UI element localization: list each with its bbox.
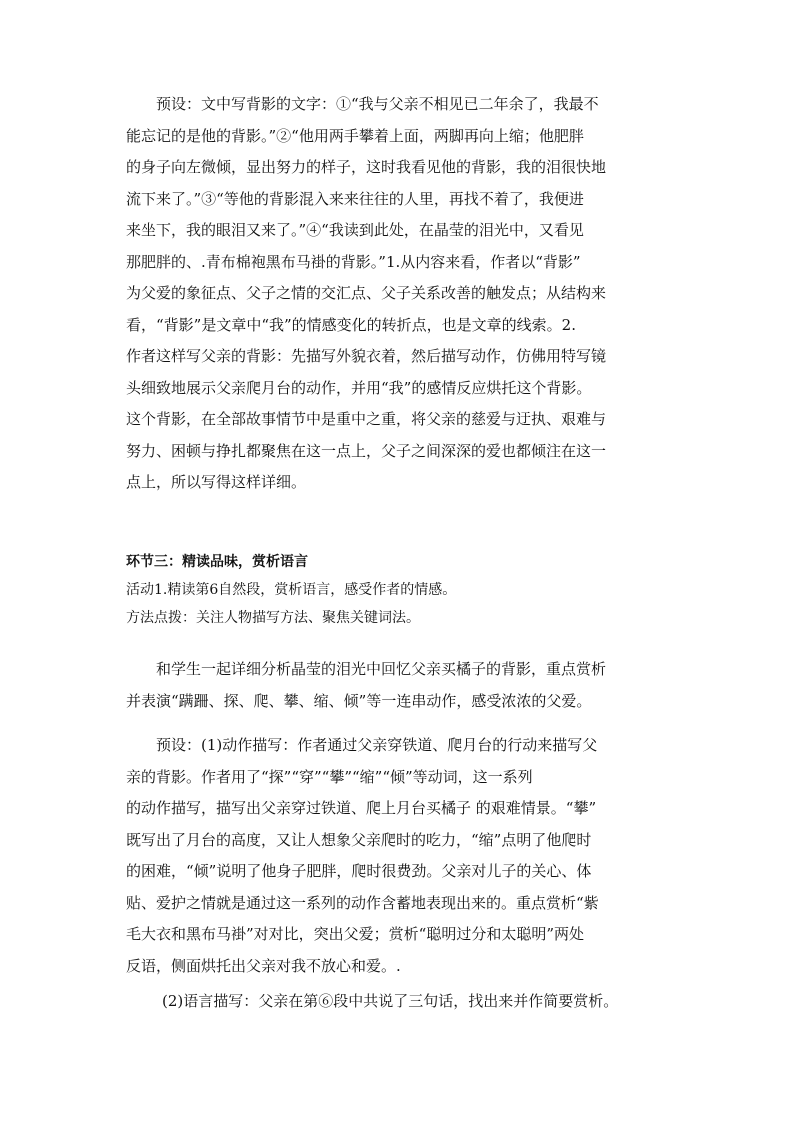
activity-line: 活动1.精读第6自然段，赏析语言，感受作者的情感。 <box>126 582 457 598</box>
text-line: 预设：(1)动作描写：作者通过父亲穿铁道、爬月台的行动来描写父 <box>156 736 598 754</box>
text-line: 头细致地展示父亲爬月台的动作，并用“我”的感情反应烘托这个背影。 <box>126 378 592 397</box>
text-line: 为父爱的象征点、父子之情的交汇点、父子关系改善的触发点；从结构来 <box>126 284 607 302</box>
paragraph-analysis <box>126 654 682 717</box>
text-line: 看，“背影”是文章中“我”的情感变化的转折点，也是文章的线索。2. <box>126 315 576 334</box>
text-line: 预设：文中写背影的文字：①“我与父亲不相见已二年余了，我最不 <box>156 95 599 113</box>
text-line: 来坐下，我的眼泪又来了。”④“我读到此处，在晶莹的泪光中，又看见 <box>126 221 584 239</box>
text-line: 反语，侧面烘托出父亲对我不放心和爱。. <box>126 956 401 975</box>
section-heading: 环节三：精读品味，赏析语言 <box>126 554 308 570</box>
text-line: 和学生一起详细分析晶莹的泪光中回忆父亲买橘子的背影，重点赏析 <box>156 660 607 678</box>
text-line: 作者这样写父亲的背影：先描写外貌衣着，然后描写动作，仿佛用特写镜 <box>126 347 607 365</box>
text-line: 贴、爱护之情就是通过这一系列的动作含蓄地表现出来的。重点赏析“紫 <box>126 893 599 912</box>
method-line: 方法点拨：关注人物描写方法、聚焦关键词法。 <box>126 610 420 626</box>
text-line: (2)语言描写：父亲在第⑥段中共说了三句话，找出来并作简要赏析。 <box>162 992 619 1010</box>
text-line: 的身子向左微倾，显出努力的样子，这时我看见他的背影，我的泪很快地 <box>126 158 607 176</box>
text-line: 的困难，“倾”说明了他身子肥胖，爬时很费劲。父亲对儿子的关心、体 <box>126 862 592 880</box>
paragraph-language-description <box>126 986 682 1018</box>
text-line: 既写出了月台的高度，又让人想象父亲爬时的吃力，“缩”点明了他爬时 <box>126 830 592 849</box>
text-line: 这个背影，在全部故事情节中是重中之重，将父亲的慈爱与迂执、艰难与 <box>126 410 607 428</box>
text-line: 亲的背影。作者用了“探”“穿”“攀”“缩”“倾”等动词，这一系列 <box>126 767 533 786</box>
text-line: 流下来了。”③“等他的背影混入来来往往的人里，再找不着了，我便进 <box>126 189 584 208</box>
section-heading-block <box>126 548 682 632</box>
text-line: 能忘记的是他的背影。”②“他用两手攀着上面，两脚再向上缩；他肥胖 <box>126 126 584 145</box>
text-line: 那肥胖的、.青布棉袍黑布马褂的背影。”1.从内容来看，作者以“背影” <box>126 252 581 271</box>
text-line: 毛大衣和黑布马褂”对对比，突出父爱；赏析“聪明过分和太聪明”两处 <box>126 925 585 943</box>
paragraph-action-description <box>126 730 682 982</box>
text-line: 努力、困顿与挣扎都聚焦在这一点上，父子之间深深的爱也都倾注在这一 <box>126 441 607 460</box>
text-line: 并表演“蹒跚、探、爬、攀、缩、倾”等一连串动作，感受浓浓的父爱。 <box>126 691 592 710</box>
text-line: 点上，所以写得这样详细。 <box>126 473 307 491</box>
paragraph-preset-back-view <box>126 89 682 499</box>
text-line: 的动作描写，描写出父亲穿过铁道、爬上月台买橘子 的艰难情景。“攀” <box>126 799 597 817</box>
